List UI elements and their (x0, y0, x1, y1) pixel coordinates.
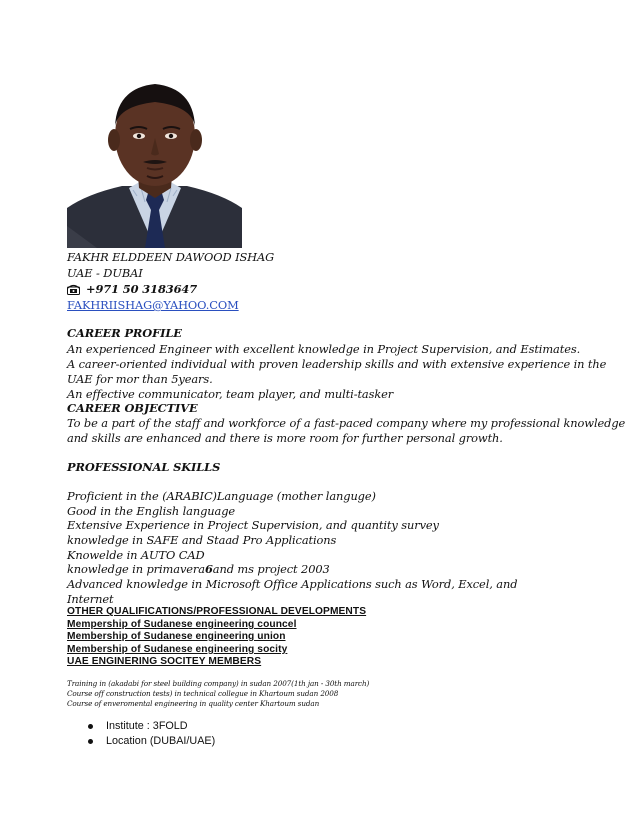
list-item-text: Institute : 3FOLD (106, 720, 188, 732)
skill-line-8: Internet (67, 592, 114, 606)
bullet-icon (88, 739, 93, 744)
phone-number: +971 50 3183647 (86, 282, 198, 296)
email-link[interactable]: FAKHRIISHAG@YAHOO.COM (67, 298, 239, 312)
skill-line-1: Proficient in the (ARABIC)Language (mother languge) (67, 489, 376, 503)
career-profile-heading: CAREER PROFILE (67, 326, 182, 340)
qualifications-heading: OTHER QUALIFICATIONS/PROFESSIONAL DEVELOPMENTS (67, 606, 367, 617)
skill-line-6 (67, 562, 330, 576)
telephone-icon (67, 284, 80, 298)
skill-line-4: knowledge in SAFE and Staad Pro Applications (67, 533, 337, 547)
profile-photo (67, 76, 242, 248)
skill-line-2: Good in the English language (67, 504, 236, 518)
list-item-text: Location (DUBAI/UAE) (106, 735, 216, 747)
phone-line (67, 282, 197, 298)
objective-line-2: and skills are enhanced and there is more room for further personal growth. (67, 431, 503, 445)
training-line-1: Training in (akadabi for steel building company) in sudan 2007(1th jan - 30th march) (67, 679, 370, 688)
training-line-2: Course off construction tests) in technical collegue in Khartoum sudan 2008 (67, 689, 339, 698)
career-objective-heading: CAREER OBJECTIVE (67, 401, 198, 415)
skill-line-7: Advanced knowledge in Microsoft Office Applications such as Word, Excel, and (67, 577, 518, 591)
skill-line-5: Knowelde in AUTO CAD (67, 548, 205, 562)
training-line-3: Course of enveromental engineering in quality center Khartoum sudan (67, 699, 320, 708)
qualification-item-1: Mempership of Sudanese engineering councel (67, 619, 297, 630)
profile-line-2: A career-oriented individual with proven leadership skills and with extensive experience in the (67, 357, 607, 371)
list-item (88, 734, 215, 749)
skills-heading: PROFESSIONAL SKILLS (67, 460, 221, 474)
portrait-image (67, 76, 242, 248)
objective-line-1: To be a part of the staff and workforce of a fast-paced company where my professional knowledge (67, 416, 626, 430)
qualification-item-3: Membership of Sudanese engineering socity (67, 644, 288, 655)
profile-line-3: UAE for mor than 5years. (67, 372, 213, 386)
candidate-name: FAKHR ELDDEEN DAWOOD ISHAG (67, 250, 275, 264)
skill-line-6-a: knowledge in primavera (67, 562, 205, 576)
profile-line-1: An experienced Engineer with excellent knowledge in Project Supervision, and Estimates. (67, 342, 581, 356)
bullet-list (88, 719, 215, 749)
bullet-icon (88, 724, 93, 729)
qualification-item-4: UAE ENGINERING SOCITEY MEMBERS (67, 656, 262, 667)
profile-line-4: An effective communicator, team player, and multi-tasker (67, 387, 394, 401)
skill-line-6-b: 6 (204, 562, 213, 576)
skill-line-6-c: and ms project 2003 (212, 562, 330, 576)
location-text: UAE - DUBAI (67, 266, 143, 280)
qualification-item-2: Membership of Sudanese engineering union (67, 631, 286, 642)
list-item (88, 719, 215, 734)
skill-line-3: Extensive Experience in Project Supervision, and quantity survey (67, 518, 439, 532)
